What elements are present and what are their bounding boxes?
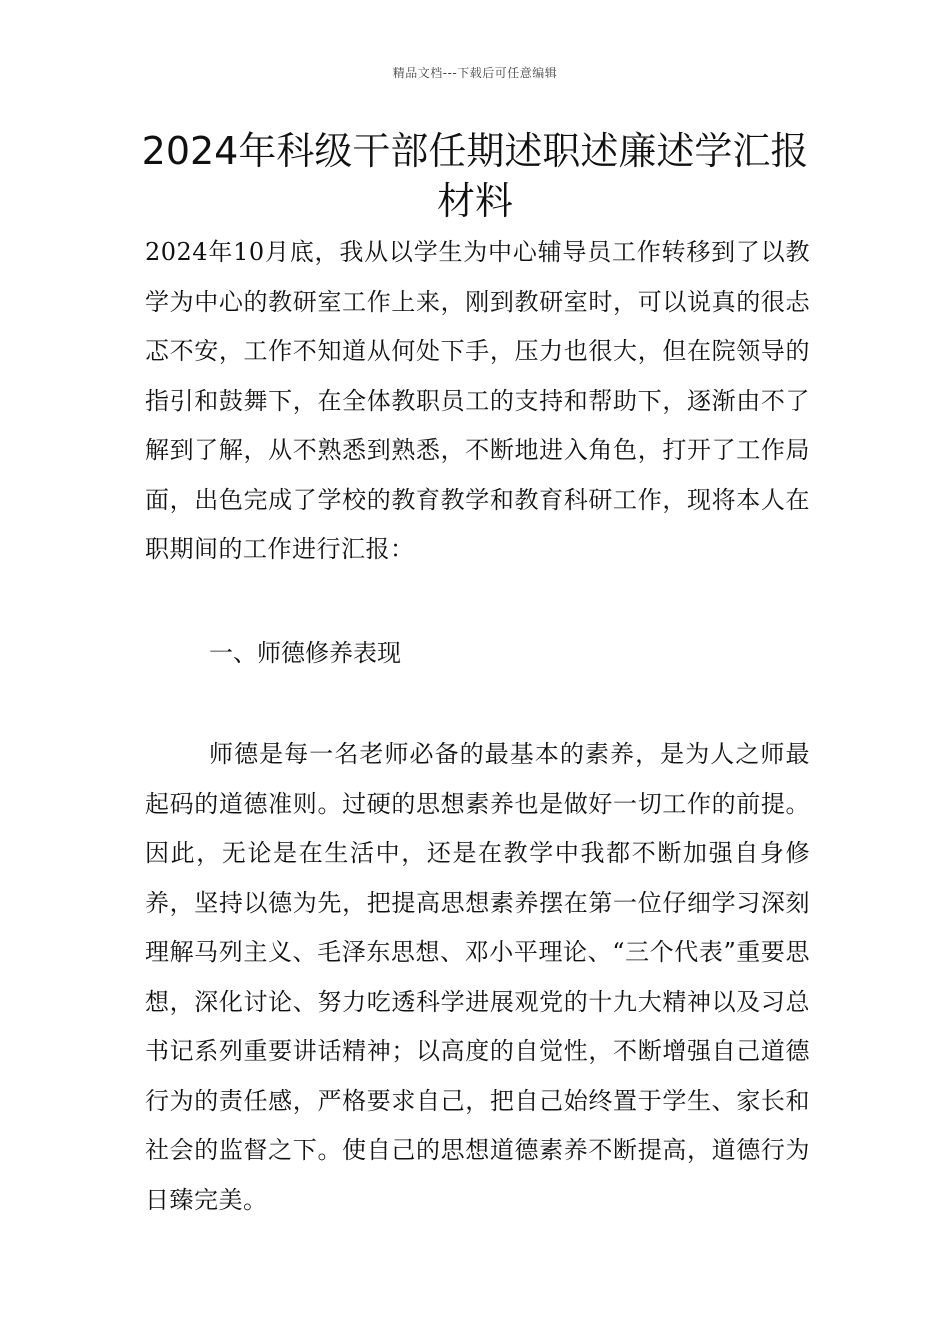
section-heading-1: 一、师德修养表现 [209, 638, 401, 667]
header-note: 精品文档---下载后可任意编辑 [392, 66, 558, 80]
document-title: 2024年科级干部任期述职述廉述学汇报材料 [141, 129, 809, 223]
section-1-paragraph: 师德是每一名老师必备的最基本的素养，是为人之师最起码的道德准则。过硬的思想素养也是做好一切工作的前提。因此，无论是在生活中，还是在教学中我都不断加强自身修养，坚持以德为先，把提高思想素养摆在第一位仔细学习深刻理解马列主义、毛泽东思想、邓小平理论、“三个代表”重要思想，深化讨论、努力吃透科学进展观党的十九大精神以及习总书记系列重要讲话精神；以高度的自觉性，不断增强自己道德行为的责任感，严格要求自己，把自己始终置于学生、家长和社会的监督之下。使自己的思想道德素养不断提高，道德行为日臻完美。 [145, 740, 810, 1214]
paragraph-gap [145, 678, 810, 730]
paragraph-gap [145, 575, 810, 629]
intro-paragraph: 2024年10月底，我从以学生为中心辅导员工作转移到了以教学为中心的教研室工作上来，刚到教研室时，可以说真的很忐忑不安，工作不知道从何处下手，压力也很大，但在院领导的指引和鼓舞下，在全体教职员工的支持和帮助下，逐渐由不了解到了解，从不熟悉到熟悉，不断地进入角色，打开了工作局面，出色完成了学校的教育教学和教育科研工作，现将本人在职期间的工作进行汇报： [145, 238, 810, 563]
document-body [145, 228, 810, 1225]
